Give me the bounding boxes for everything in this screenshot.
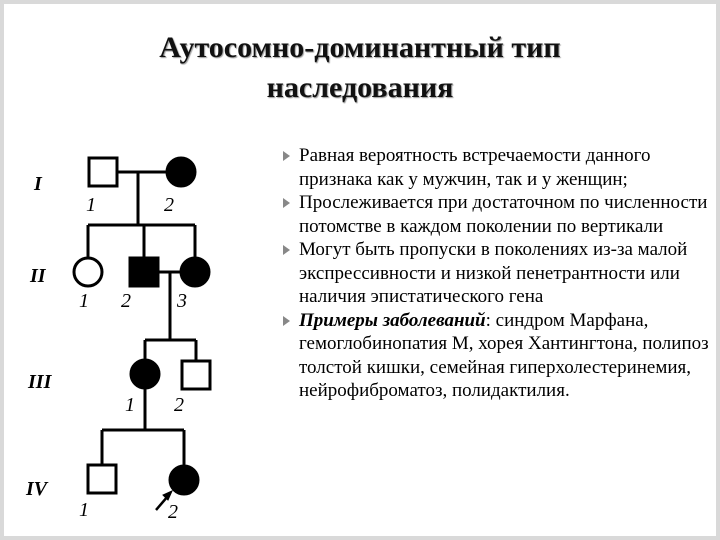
bullet-text: : синдром Марфана, гемоглобинопатия М, хорея Хантингтона, полипоз толстой кишки, семейная гиперхолестеринемия, нейрофиброматоз, полидактилия. bbox=[299, 309, 709, 401]
gen4-female-affected-proband bbox=[170, 466, 198, 494]
title-line-1: Аутосомно-доминантный тип bbox=[159, 31, 561, 64]
bullet-item bbox=[281, 191, 711, 238]
bullet-lead: Примеры заболеваний bbox=[299, 309, 486, 331]
bullet-arrow-icon bbox=[283, 245, 290, 255]
ind-3-2: 2 bbox=[174, 394, 184, 416]
bullet-text: Равная вероятность встречаемости данного признака как у мужчин, так и у женщин; bbox=[299, 145, 651, 190]
ind-4-1: 1 bbox=[79, 499, 89, 521]
gen2-male-affected bbox=[130, 258, 158, 286]
title-line-2: наследования bbox=[266, 71, 454, 104]
bullet-arrow-icon bbox=[283, 198, 290, 208]
gen2-female-unaffected bbox=[74, 258, 102, 286]
bullet-text: Могут быть пропуски в поколениях из-за малой экспрессивности и низкой пенетрантности или наличия эпистатического гена bbox=[299, 239, 688, 307]
ind-4-2: 2 bbox=[168, 501, 178, 523]
bullet-item bbox=[281, 238, 711, 309]
gen-label-4: IV bbox=[26, 478, 48, 500]
gen1-male-unaffected bbox=[89, 158, 117, 186]
gen3-male-unaffected bbox=[182, 361, 210, 389]
bullet-arrow-icon bbox=[283, 151, 290, 161]
bullet-list bbox=[281, 144, 711, 403]
gen-label-1: I bbox=[34, 173, 42, 195]
ind-2-3: 3 bbox=[177, 290, 187, 312]
ind-2-2: 2 bbox=[121, 290, 131, 312]
ind-3-1: 1 bbox=[125, 394, 135, 416]
ind-1-2: 2 bbox=[164, 194, 174, 216]
gen2-female-affected bbox=[181, 258, 209, 286]
bullet-text: Прослеживается при достаточном по численности потомстве в каждом поколении по вертикали bbox=[299, 192, 708, 237]
gen-label-3: III bbox=[28, 371, 52, 393]
slide-title bbox=[0, 28, 720, 108]
gen4-male-unaffected bbox=[88, 465, 116, 493]
bullet-item bbox=[281, 309, 711, 403]
ind-2-1: 1 bbox=[79, 290, 89, 312]
gen1-female-affected bbox=[167, 158, 195, 186]
gen3-female-affected bbox=[131, 360, 159, 388]
gen-label-2: II bbox=[30, 265, 46, 287]
bullet-item bbox=[281, 144, 711, 191]
ind-1-1: 1 bbox=[86, 194, 96, 216]
pedigree-chart bbox=[0, 130, 270, 530]
bullet-arrow-icon bbox=[283, 316, 290, 326]
